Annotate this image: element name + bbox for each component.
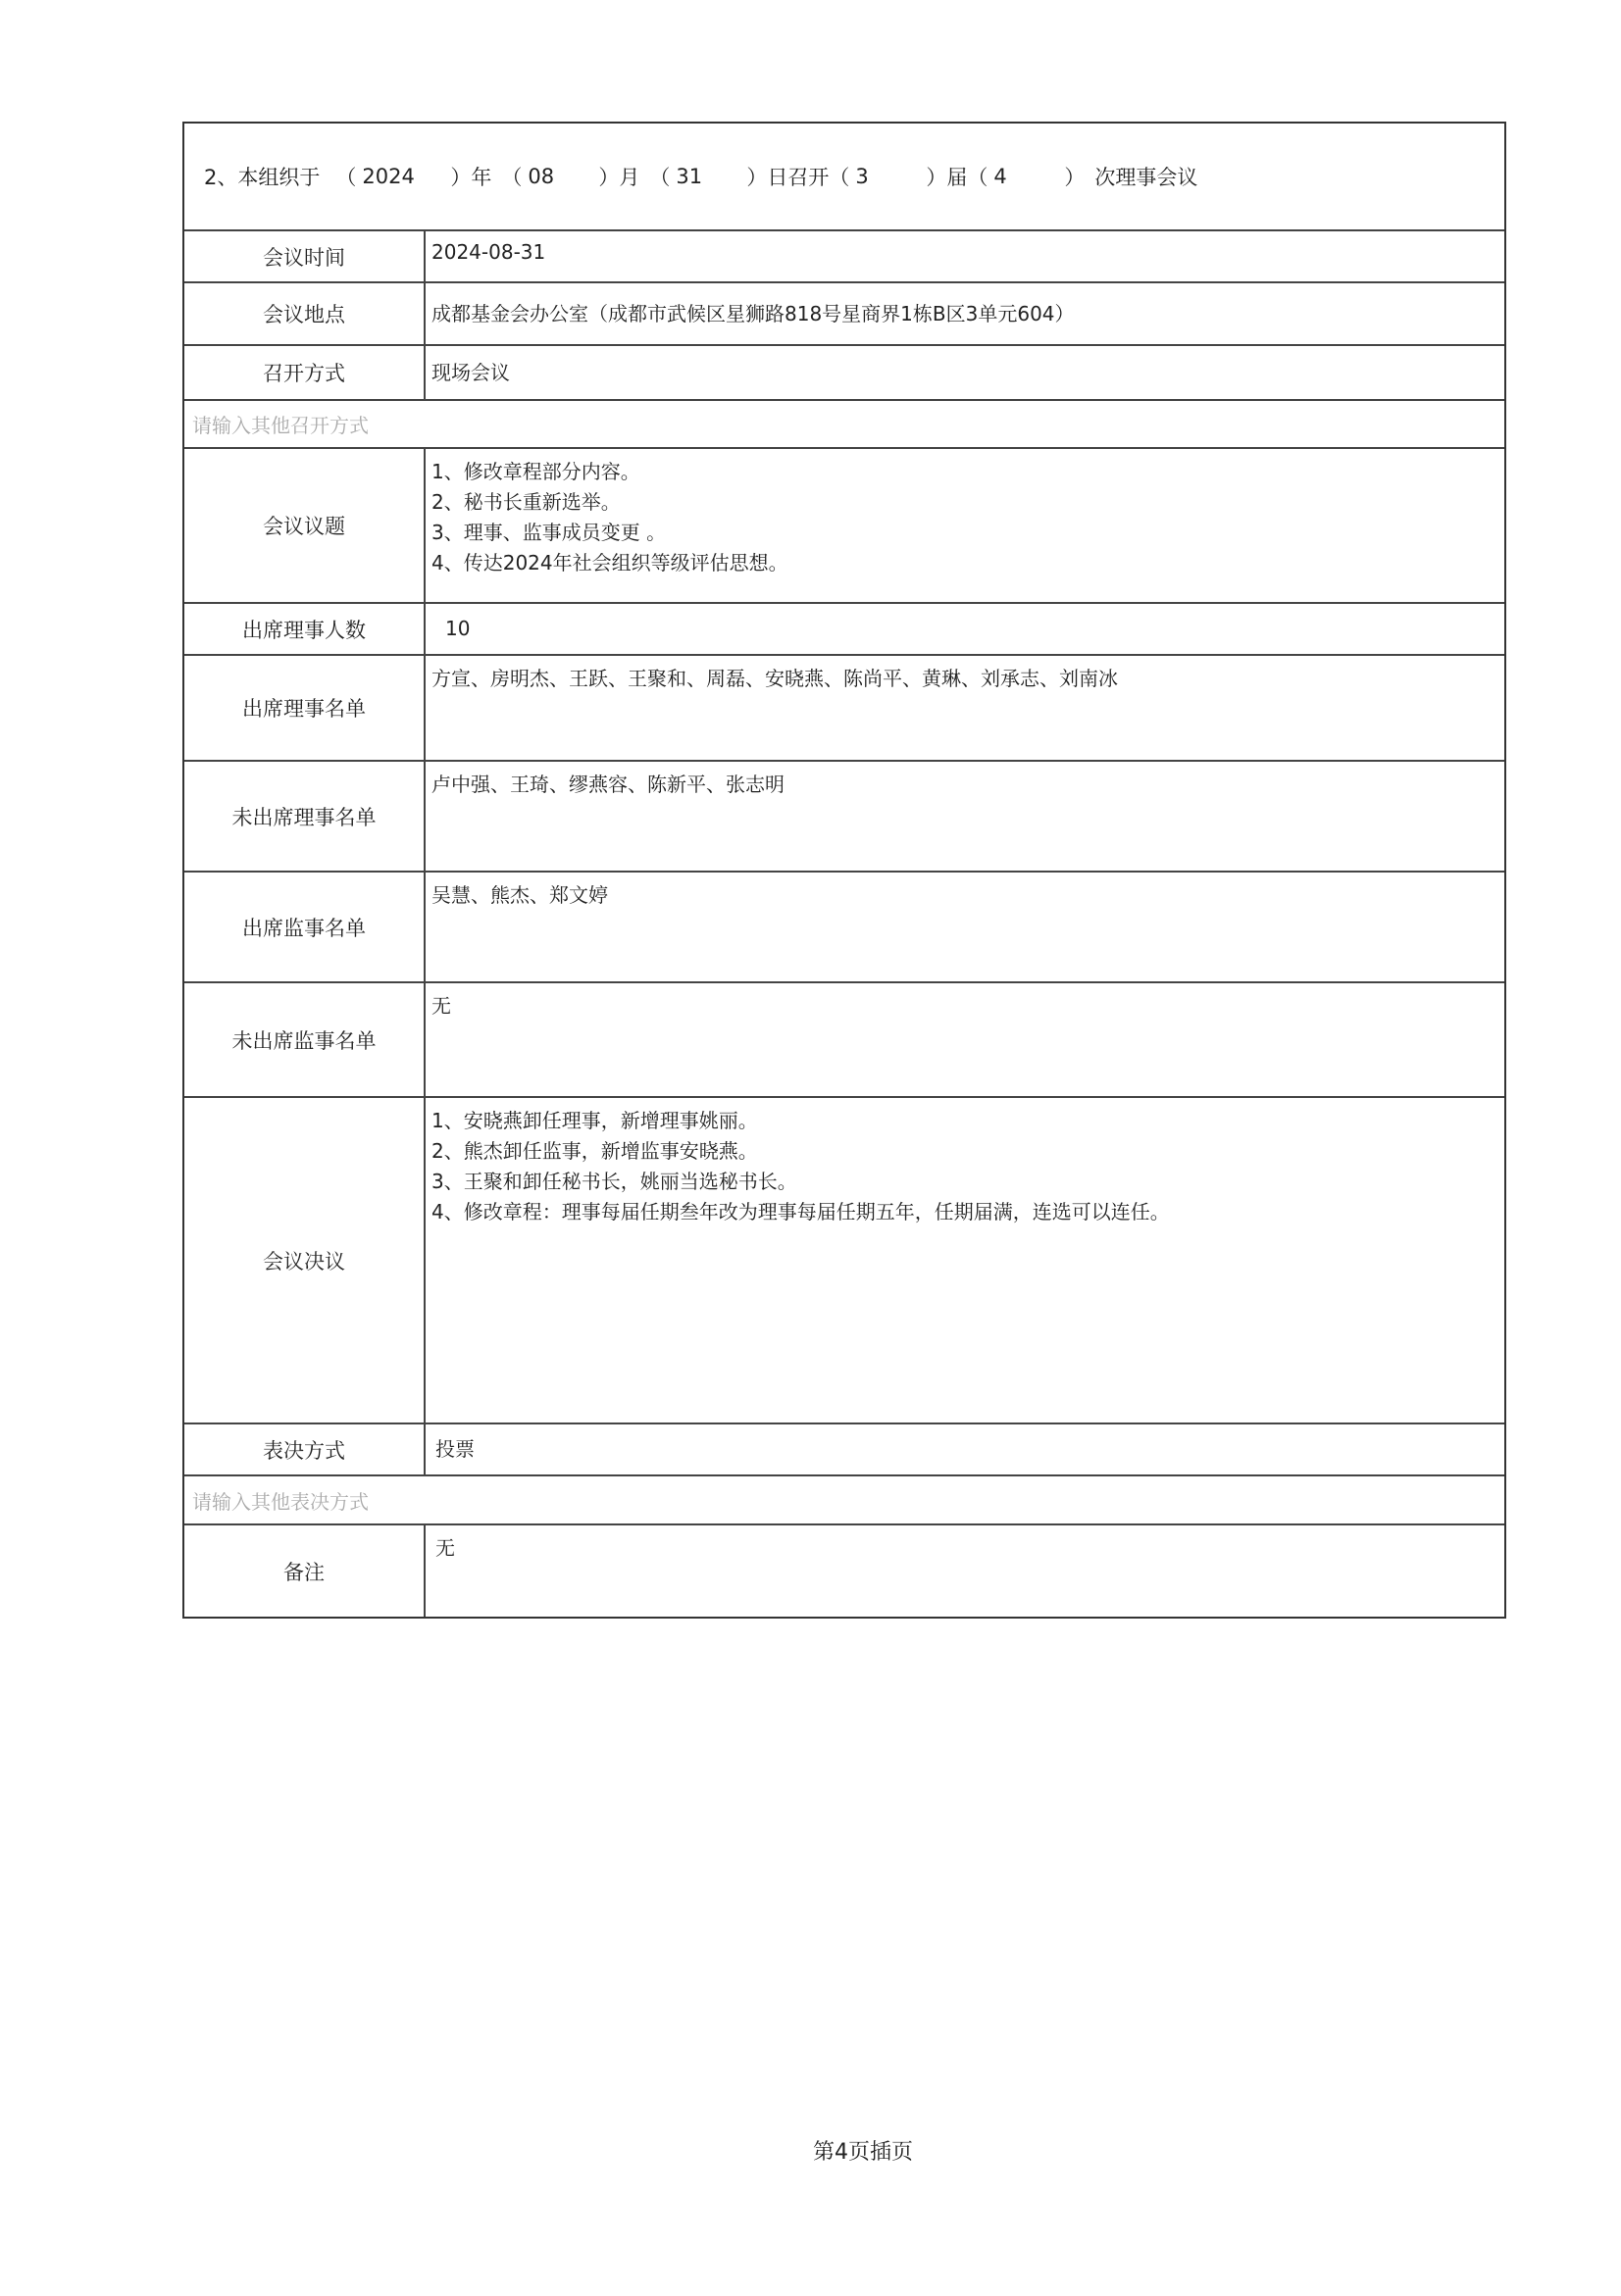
label-attend-directors: 出席理事名单 <box>184 656 426 760</box>
topic-item: 3、理事、监事成员变更 。 <box>431 521 667 544</box>
month-unit: 月 <box>619 166 640 189</box>
session-unit: 届 <box>946 166 968 189</box>
meeting-header-row: 2、本组织于 （ 2024 ） 年 （ 08 ） 月 （ 31 ） 日召开 （ 3 ） 届 （ 4 ） 次理事会议 <box>184 124 1504 231</box>
topic-item: 2、秘书长重新选举。 <box>431 490 621 514</box>
row-vote-method <box>184 1424 1504 1476</box>
topic-item: 1、修改章程部分内容。 <box>431 460 640 483</box>
label-absent-supervisors: 未出席监事名单 <box>184 983 426 1096</box>
attend-directors-field[interactable]: 方宣、房明杰、王跃、王聚和、周磊、安晓燕、陈尚平、黄琳、刘承志、刘南冰 <box>431 667 1118 690</box>
topic-item: 4、传达2024年社会组织等级评估思想。 <box>431 551 788 574</box>
resolution-item: 3、王聚和卸任秘书长，姚丽当选秘书长。 <box>431 1170 797 1193</box>
header-prefix: 2、本组织于 <box>204 166 321 189</box>
meeting-form-table <box>182 122 1506 1619</box>
label-vote-method: 表决方式 <box>184 1424 426 1474</box>
day-field[interactable]: 31 <box>676 165 703 188</box>
row-method <box>184 346 1504 401</box>
method-field[interactable]: 现场会议 <box>431 360 510 384</box>
row-location <box>184 283 1504 346</box>
label-location: 会议地点 <box>184 283 426 344</box>
resolution-item: 2、熊杰卸任监事，新增监事安晓燕。 <box>431 1139 758 1163</box>
remarks-field[interactable]: 无 <box>435 1536 455 1560</box>
row-other-vote <box>184 1476 1504 1525</box>
label-absent-directors: 未出席理事名单 <box>184 762 426 871</box>
attend-supervisors-field[interactable]: 吴慧、熊杰、郑文婷 <box>431 883 608 907</box>
other-method-input[interactable]: 请输入其他召开方式 <box>192 414 369 437</box>
label-time: 会议时间 <box>184 231 426 281</box>
row-attend-count <box>184 604 1504 656</box>
location-field[interactable]: 成都基金会办公室（成都市武候区星狮路818号星商界1栋B区3单元604） <box>431 301 1075 325</box>
page-footer: 第4页插页 <box>813 2140 913 2165</box>
year-field[interactable]: 2024 <box>362 165 415 188</box>
resolutions-field[interactable] <box>426 1098 1504 1423</box>
label-method: 召开方式 <box>184 346 426 399</box>
day-unit: 日召开 <box>767 166 830 189</box>
row-time <box>184 231 1504 283</box>
label-attend-count: 出席理事人数 <box>184 604 426 654</box>
meeting-unit: 次理事会议 <box>1094 166 1198 189</box>
month-field[interactable]: 08 <box>528 165 555 188</box>
resolution-item: 1、安晓燕卸任理事，新增理事姚丽。 <box>431 1109 758 1132</box>
label-topics: 会议议题 <box>184 449 426 602</box>
year-unit: 年 <box>471 166 492 189</box>
time-field[interactable]: 2024-08-31 <box>431 240 546 264</box>
absent-supervisors-field[interactable]: 无 <box>431 994 451 1018</box>
label-resolutions: 会议决议 <box>184 1098 426 1423</box>
label-remarks: 备注 <box>184 1525 426 1617</box>
attend-count-field[interactable]: 10 <box>445 617 471 640</box>
row-remarks <box>184 1525 1504 1617</box>
vote-method-field[interactable]: 投票 <box>435 1437 475 1461</box>
topics-field[interactable] <box>426 449 1504 602</box>
row-resolutions <box>184 1098 1504 1424</box>
label-attend-supervisors: 出席监事名单 <box>184 873 426 981</box>
row-absent-supervisors <box>184 983 1504 1098</box>
absent-directors-field[interactable]: 卢中强、王琦、缪燕容、陈新平、张志明 <box>431 773 785 796</box>
meeting-no-field[interactable]: 4 <box>993 165 1007 188</box>
row-topics <box>184 449 1504 604</box>
resolution-item: 4、修改章程：理事每届任期叁年改为理事每届任期五年，任期届满，连选可以连任。 <box>431 1200 1170 1223</box>
row-other-method <box>184 401 1504 449</box>
row-absent-directors <box>184 762 1504 873</box>
row-attend-directors <box>184 656 1504 762</box>
row-attend-supervisors <box>184 873 1504 983</box>
other-vote-input[interactable]: 请输入其他表决方式 <box>192 1489 369 1514</box>
session-field[interactable]: 3 <box>855 165 869 188</box>
